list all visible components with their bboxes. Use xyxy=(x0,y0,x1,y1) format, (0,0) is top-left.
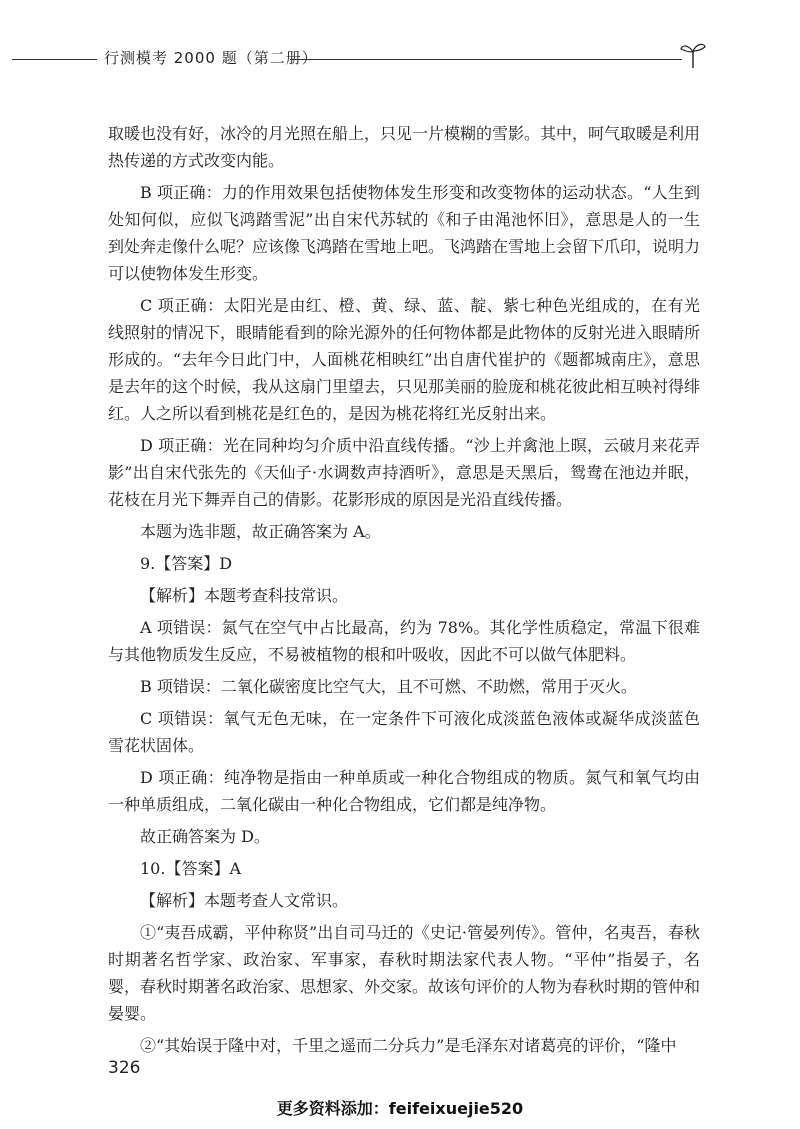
paragraph: 故正确答案为 D。 xyxy=(140,827,270,846)
answer-heading: 10.【答案】A xyxy=(140,859,242,878)
paragraph: C 项正确：太阳光是由红、橙、黄、绿、蓝、靛、紫七种色光组成的，在有光线照射的情况下，眼睛能看到的除光源外的任何物体都是此物体的反射光进入眼睛所形成的。“去年今日此门中，人面桃花相映红”出自唐代崔护的《题都城南庄》，意思是去年的这个时候，我从这扇门里望去，只见那美丽的脸庞和桃花彼此相互映衬得绯红。人之所以看到桃花是红色的，是因为桃花将红光反射出来。 xyxy=(108,296,701,423)
paragraph: B 项正确：力的作用效果包括使物体发生形变和改变物体的运动状态。“人生到处知何似，应似飞鸿踏雪泥”出自宋代苏轼的《和子由渑池怀旧》，意思是人的一生到处奔走像什么呢？应该像飞鸿踏在雪地上吧。飞鸿踏在雪地上会留下爪印，说明力可以使物体发生形变。 xyxy=(108,183,701,283)
footer-note: 更多资料添加：feifeixuejie520 xyxy=(276,1099,524,1118)
paragraph: 取暖也没有好，冰冷的月光照在船上，只见一片模糊的雪影。其中，呵气取暖是利用热传递的方式改变内能。 xyxy=(108,124,701,170)
sprout-icon xyxy=(678,40,708,70)
header-rule-right xyxy=(290,59,682,60)
header-title: 行测模考 2000 题（第二册） xyxy=(104,49,318,67)
paragraph: D 项正确：光在同种均匀介质中沿直线传播。“沙上并禽池上暝，云破月来花弄影”出自宋代张先的《天仙子·水调数声持酒听》，意思是天黑后，鸳鸯在池边并眠，花枝在月光下舞弄自己的倩影。花影形成的原因是光沿直线传播。 xyxy=(108,436,700,509)
paragraph: 本题为选非题，故正确答案为 A。 xyxy=(140,522,381,541)
paragraph: A 项错误：氮气在空气中占比最高，约为 78%。其化学性质稳定，常温下很难与其他物质发生反应，不易被植物的根和叶吸收，因此不可以做气体肥料。 xyxy=(108,618,700,664)
body-text xyxy=(108,120,700,1064)
header-rule-left xyxy=(12,59,97,60)
paragraph: D 项正确：纯净物是指由一种单质或一种化合物组成的物质。氮气和氧气均由一种单质组成，二氧化碳由一种化合物组成，它们都是纯净物。 xyxy=(108,768,700,814)
running-header xyxy=(0,40,800,80)
paragraph: C 项错误：氧气无色无味，在一定条件下可液化成淡蓝色液体或凝华成淡蓝色雪花状固体。 xyxy=(108,709,700,755)
paragraph: ②“其始误于隆中对，千里之遥而二分兵力”是毛泽东对诸葛亮的评价，“隆中 xyxy=(140,1036,677,1055)
analysis-heading: 【解析】本题考查人文常识。 xyxy=(140,891,349,910)
paragraph: ①“夷吾成霸，平仲称贤”出自司马迁的《史记·管晏列传》。管仲，名夷吾，春秋时期著名哲学家、政治家、军事家，春秋时期法家代表人物。“平仲”指晏子，名婴，春秋时期著名政治家、思想家、外交家。故该句评价的人物为春秋时期的管仲和晏婴。 xyxy=(108,923,701,1023)
analysis-heading: 【解析】本题考查科技常识。 xyxy=(140,586,349,605)
paragraph: B 项错误：二氧化碳密度比空气大，且不可燃、不助燃，常用于灭火。 xyxy=(140,677,637,696)
page-number: 326 xyxy=(108,1058,141,1078)
answer-heading: 9.【答案】D xyxy=(140,554,233,573)
